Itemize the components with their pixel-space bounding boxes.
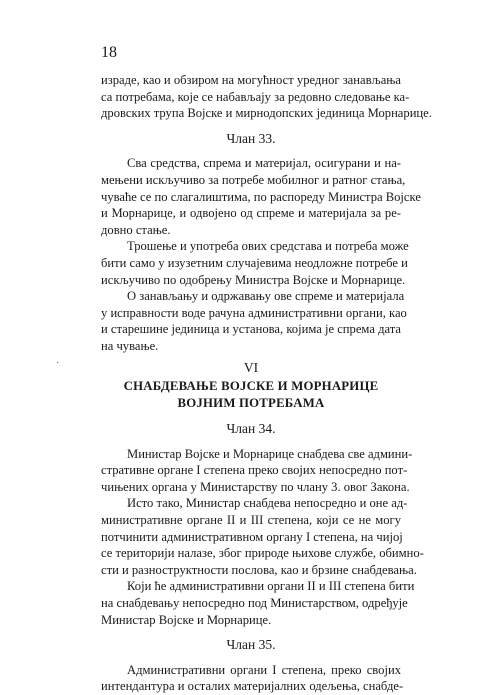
text-line: бити само у изузетним случајевима неодложне потребе и	[101, 255, 408, 270]
article-35-heading: Члан 35.	[226, 637, 276, 653]
margin-mark: ·	[56, 358, 60, 369]
text-line: стративне органе I степена преко својих непосредно пот-	[101, 463, 408, 478]
page-number: 18	[101, 44, 117, 61]
article-33-paragraph-3	[101, 288, 407, 354]
text-line: искључиво по одобрењу Министра Војске и Морнарице.	[101, 272, 406, 287]
article-34-paragraph-3	[101, 578, 415, 628]
body-text	[101, 72, 432, 695]
text-line: и Морнарице, и одвојено од спреме и материјала за ре-	[101, 206, 401, 221]
text-line: са потребама, које се набављају за редовно следовање ка-	[101, 89, 410, 104]
text-line: Трошење и употреба ових средстава и потреба може	[127, 239, 409, 254]
text-line: се територији налазе, због природе њихове службе, обимно-	[101, 546, 424, 561]
text-line: чуваће се по слагалиштима, по распореду Министра Војске	[101, 189, 421, 204]
text-line: Министар Војске и Морнарице снабдева све админи-	[127, 446, 413, 461]
text-line: сти и разноструктности послова, као и брзине снабдевања.	[101, 562, 417, 577]
section-title-line-1: СНАБДЕВАЊЕ ВОЈСКЕ И МОРНАРИЦЕ	[123, 379, 379, 394]
text-line: дровских трупа Војске и мирнодопских јединица Морнарице.	[101, 106, 432, 121]
text-line: О занављању и одржавању ове спреме и материјала	[127, 289, 405, 304]
section-title-line-2: ВОЈНИМ ПОТРЕБАМА	[177, 396, 325, 411]
text-line: и старешине јединица и установа, којима је спрема дата	[101, 322, 401, 337]
text-line: на снабдевању непосредно под Министарством, одређује	[101, 596, 408, 611]
intro-paragraph	[101, 72, 432, 122]
text-line: мењени искључиво за потребе мобилног и ратног стања,	[101, 172, 406, 187]
article-33-paragraph-2	[101, 238, 409, 288]
text-line: Министар Војске и Морнарице.	[101, 612, 272, 627]
article-34-heading: Члан 34.	[226, 421, 276, 437]
text-line: Административни органи I степена, преко својих	[127, 662, 401, 677]
text-line: чињених органа у Министарству по члану 3. овог Закона.	[101, 479, 410, 494]
article-33-paragraph-1	[101, 155, 421, 238]
article-33-heading: Члан 33.	[226, 130, 276, 146]
text-line: Сва средства, спрема и материјал, осигурани и на-	[127, 156, 401, 171]
text-line: Исто тако, Министар снабдева непосредно и оне ад-	[127, 496, 408, 511]
text-line: довно стање.	[101, 222, 171, 237]
article-35-paragraph-1	[101, 662, 404, 695]
text-line: интендантура и осталих материјалних одељења, снабде-	[101, 679, 404, 694]
article-34-paragraph-2	[101, 495, 424, 578]
text-line: потчинити административном органу I степена, на чијој	[101, 529, 403, 544]
text-line: израде, као и обзиром на могућност уредног занављања	[101, 73, 401, 87]
text-line: министративне органе II и III степена, који се не могу	[101, 513, 401, 528]
text-line: Који ће административни органи II и III степена бити	[127, 579, 415, 594]
article-34-paragraph-1	[101, 446, 413, 496]
text-line: у исправности воде рачуна административни органи, као	[101, 305, 407, 320]
text-line: на чување.	[101, 338, 159, 353]
section-number: VI	[243, 359, 259, 375]
